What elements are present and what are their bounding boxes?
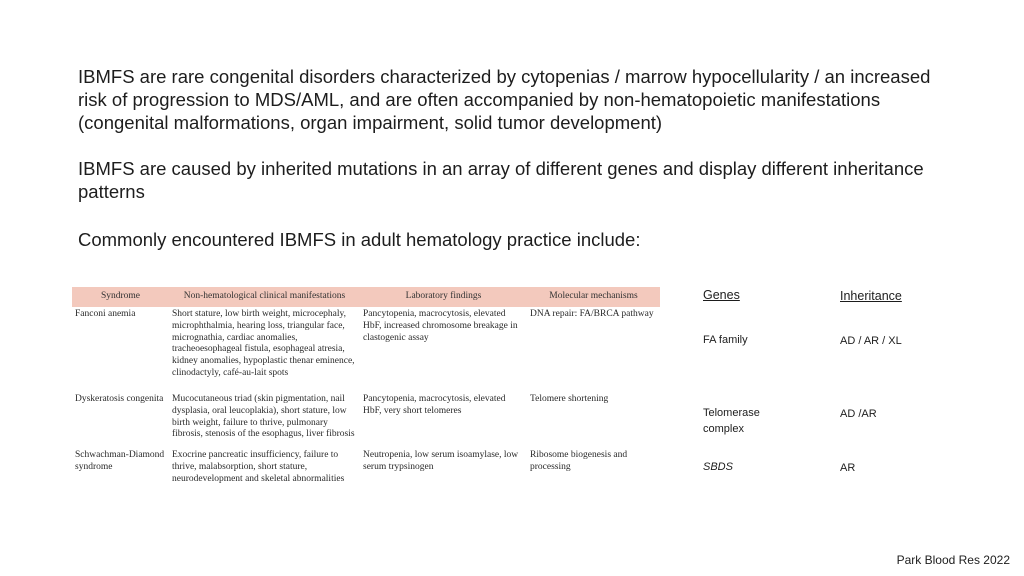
inheritance-header: Inheritance	[840, 289, 902, 303]
cell-manifestations: Short stature, low birth weight, microcephaly, microphthalmia, hearing loss, triangular face, micrognathia, cardiac anomalies, tracheoesophageal fistula, esophageal atresia, kidney anomalies, hypoplastic thenar eminence, clinodactyly, café-au-lait spots	[172, 309, 355, 378]
syndrome-table	[72, 287, 660, 488]
cell-manifestations: Mucocutaneous triad (skin pigmentation, nail dysplasia, oral leucoplakia), short stature, low birth weight, failure to thrive, pulmonary fibrosis, stenosis of the esophagus, liver fibrosis	[172, 394, 355, 440]
inheritance-label: AD /AR	[840, 408, 877, 420]
table-row	[72, 448, 660, 488]
table-header-row	[72, 287, 660, 307]
header-syndrome: Syndrome	[72, 287, 169, 307]
cell-manifestations: Exocrine pancreatic insufficiency, failure to thrive, malabsorption, short stature, neurodevelopment and skeletal abnormalities	[172, 450, 345, 484]
cell-lab: Pancytopenia, macrocytosis, elevated HbF, increased chromosome breakage in clastogenic assay	[363, 309, 518, 343]
cell-molecular: DNA repair: FA/BRCA pathway	[530, 309, 654, 319]
inheritance-label: AD / AR / XL	[840, 335, 902, 347]
table-row	[72, 307, 660, 392]
cell-syndrome: Fanconi anemia	[75, 309, 136, 319]
cell-lab: Neutropenia, low serum isoamylase, low serum trypsinogen	[363, 450, 519, 472]
cell-syndrome: Schwachman-Diamond syndrome	[75, 450, 165, 472]
cell-molecular: Telomere shortening	[530, 394, 609, 404]
inheritance-label: AR	[840, 462, 856, 474]
cell-molecular: Ribosome biogenesis and processing	[530, 450, 628, 472]
genes-header: Genes	[703, 288, 740, 302]
gene-label: Telomerase complex	[703, 407, 760, 435]
table-row	[72, 392, 660, 448]
header-manifestations: Non-hematological clinical manifestations	[169, 287, 360, 307]
citation: Park Blood Res 2022	[896, 553, 1010, 567]
intro-paragraph-2: IBMFS are caused by inherited mutations in an array of different genes and display different inheritance patterns	[78, 158, 924, 202]
intro-paragraph-1: IBMFS are rare congenital disorders characterized by cytopenias / marrow hypocellularity / an increased risk of progression to MDS/AML, and are often accompanied by non-hematopoietic manifestations (congenital malformations, organ impairment, solid tumor development)	[78, 66, 931, 133]
intro-paragraph-3: Commonly encountered IBMFS in adult hematology practice include:	[78, 229, 641, 250]
cell-syndrome: Dyskeratosis congenita	[75, 394, 164, 404]
gene-label: FA family	[703, 334, 748, 346]
gene-label: SBDS	[703, 461, 733, 473]
header-lab-findings: Laboratory findings	[360, 287, 527, 307]
cell-lab: Pancytopenia, macrocytosis, elevated HbF, very short telomeres	[363, 394, 506, 416]
header-molecular: Molecular mechanisms	[527, 287, 660, 307]
